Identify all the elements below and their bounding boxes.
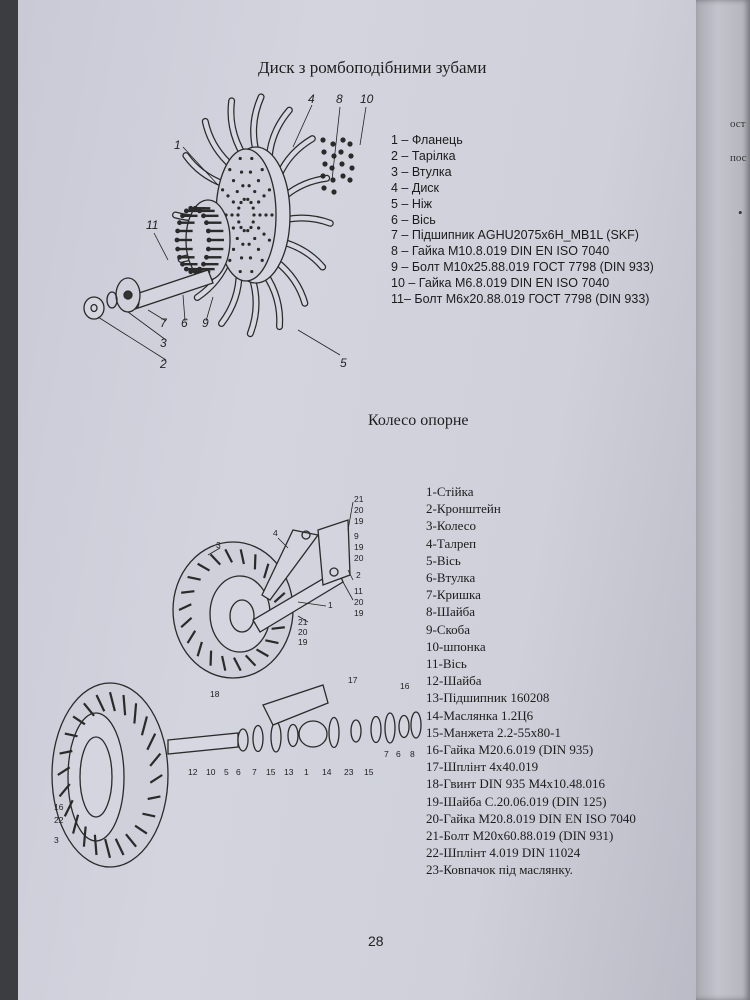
callout-5: 5	[224, 767, 229, 777]
legend-item: 18-Гвинт DIN 935 М4x10.48.016	[426, 776, 605, 792]
callout-8: 8	[410, 749, 415, 759]
legend-item: 9-Скоба	[426, 621, 471, 637]
callout-16: 16	[400, 681, 410, 691]
wheel-section-title: Колесо опорне	[368, 412, 469, 429]
callout-16: 16	[54, 802, 64, 812]
callout-19: 19	[354, 516, 364, 526]
adjacent-text-fragment: ост	[730, 118, 746, 130]
legend-item: 1 – Фланець	[391, 133, 463, 147]
callout-18: 18	[210, 689, 220, 699]
legend-item: 10 – Гайка М6.8.019 DIN EN ISO 7040	[391, 276, 610, 291]
legend-item: 2 – Тарілка	[391, 148, 456, 163]
callout-7: 7	[160, 316, 167, 330]
callout-2: 2	[356, 570, 361, 580]
callout-5: 5	[340, 356, 347, 370]
callout-15: 15	[364, 767, 374, 777]
callout-11: 11	[146, 218, 159, 232]
callout-19: 19	[354, 542, 364, 552]
disk-exploded-diagram	[68, 85, 378, 385]
legend-item: 6-Втулка	[426, 570, 476, 586]
manual-page	[18, 0, 718, 1000]
legend-item: 21-Болт М20x60.88.019 (DIN 931)	[426, 828, 614, 844]
legend-item: 8 – Гайка М10.8.019 DIN EN ISO 7040	[391, 244, 610, 259]
callout-12: 12	[188, 767, 198, 777]
legend-item: 5 – Ніж	[391, 196, 433, 211]
callout-4: 4	[308, 92, 315, 106]
callout-13: 13	[284, 767, 294, 777]
legend-item: 5-Вісь	[426, 552, 461, 568]
callout-19: 19	[298, 637, 308, 647]
callout-4: 4	[273, 528, 278, 538]
legend-item: 10-шпонка	[426, 638, 486, 654]
bullet-icon: •	[738, 205, 743, 220]
legend-item: 8-Шайба	[426, 604, 476, 620]
callout-1: 1	[174, 138, 181, 152]
legend-item: 20-Гайка М20.8.019 DIN EN ISO 7040	[426, 810, 636, 826]
legend-item: 13-Підшипник 160208	[426, 690, 550, 706]
legend-item: 1-Стійка	[426, 484, 474, 499]
legend-item: 3-Колесо	[426, 518, 477, 534]
legend-item: 17-Шплінт 4x40.019	[426, 759, 539, 775]
legend-item: 4-Талреп	[426, 535, 477, 551]
callout-15: 15	[266, 767, 276, 777]
disk-section-title: Диск з ромбоподібними зубами	[258, 58, 487, 77]
callout-21: 21	[298, 617, 308, 627]
callout-3: 3	[54, 835, 59, 845]
callout-11: 11	[354, 586, 363, 596]
callout-21: 21	[354, 494, 364, 504]
callout-9: 9	[354, 531, 359, 541]
legend-item: 22-Шплінт 4.019 DIN 11024	[426, 845, 581, 861]
legend-item: 7 – Підшипник AGHU2075x6H_MB1L (SKF)	[391, 228, 639, 243]
legend-item: 3 – Втулка	[391, 164, 452, 179]
legend-item: 14-Маслянка 1.2Ц6	[426, 707, 534, 723]
callout-6: 6	[396, 749, 401, 759]
callout-20: 20	[354, 597, 364, 607]
page-number: 28	[368, 933, 384, 949]
callout-8: 8	[336, 92, 343, 106]
wheel-assembly-diagram	[158, 490, 383, 690]
legend-item: 6 – Вісь	[391, 212, 436, 227]
legend-item: 23-Ковпачок під маслянку.	[426, 862, 573, 878]
adjacent-page-edge	[696, 0, 750, 1000]
callout-20: 20	[298, 627, 308, 637]
legend-item: 2-Кронштейн	[426, 501, 501, 517]
legend-item: 7-Кришка	[426, 587, 481, 603]
callout-17: 17	[348, 675, 358, 685]
callout-6: 6	[236, 767, 241, 777]
callout-3: 3	[160, 336, 167, 350]
callout-1: 1	[304, 767, 309, 777]
legend-item: 16-Гайка М20.6.019 (DIN 935)	[426, 742, 594, 758]
legend-item: 4 – Диск	[391, 180, 440, 195]
wheel-parts-legend	[426, 483, 636, 879]
callout-1: 1	[328, 600, 333, 610]
callout-2: 2	[160, 357, 167, 371]
callout-6: 6	[181, 316, 188, 330]
callout-10: 10	[206, 767, 216, 777]
callout-10: 10	[360, 92, 374, 106]
callout-20: 20	[354, 505, 364, 515]
legend-item: 11-Вісь	[426, 656, 467, 672]
legend-item: 11– Болт М6x20.88.019 ГОСТ 7798 (DIN 933)	[391, 292, 650, 307]
callout-7: 7	[252, 767, 257, 777]
callout-20: 20	[354, 553, 364, 563]
callout-7: 7	[384, 749, 389, 759]
wheel-exploded-diagram	[38, 665, 428, 870]
callout-19: 19	[354, 608, 364, 618]
disk-parts-legend	[391, 133, 654, 308]
callout-23: 23	[344, 767, 354, 777]
legend-item: 19-Шайба С.20.06.019 (DIN 125)	[426, 793, 607, 809]
legend-item: 9 – Болт М10x25.88.019 ГОСТ 7798 (DIN 933)	[391, 260, 654, 275]
adjacent-text-fragment: пос	[730, 152, 747, 164]
legend-item: 12-Шайба	[426, 673, 482, 689]
callout-3: 3	[216, 540, 221, 550]
callout-22: 22	[54, 815, 64, 825]
legend-item: 15-Манжета 2.2-55x80-1	[426, 724, 561, 740]
callout-14: 14	[322, 767, 332, 777]
callout-9: 9	[202, 316, 209, 330]
